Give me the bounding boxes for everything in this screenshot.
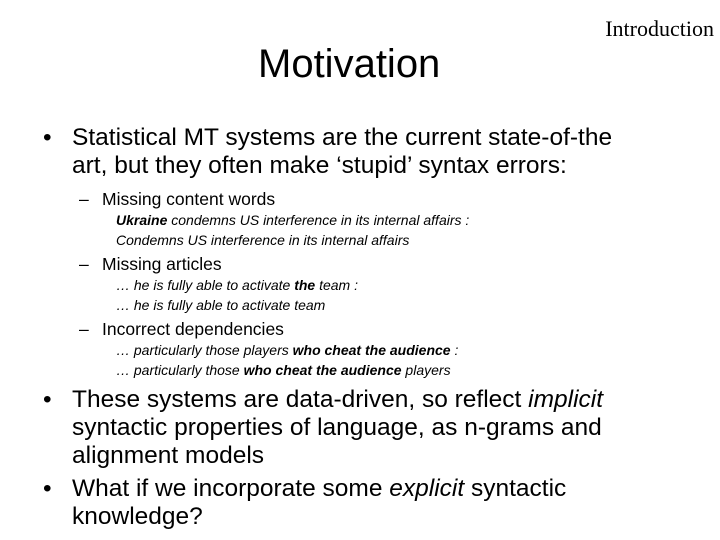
example-text: players: [401, 362, 451, 378]
example-text: team :: [315, 277, 358, 293]
example-text: condemns US interference in its internal affairs :: [167, 212, 470, 228]
bullet-emphasis: implicit: [528, 386, 604, 413]
sub-bullet-label: Missing content words: [102, 189, 276, 209]
sub-bullet-label: Incorrect dependencies: [102, 319, 284, 339]
example-line: [0, 230, 720, 250]
section-label: Introduction: [605, 16, 714, 41]
example-line: [0, 360, 720, 380]
bullet-emphasis: explicit: [389, 475, 465, 502]
bullet-text: These systems are data-driven, so reflect: [72, 386, 529, 413]
bullet-text: syntactic: [464, 475, 567, 502]
bullet-text-line: syntactic properties of language, as n-grams and: [72, 414, 602, 441]
bullet-text-line: knowledge?: [72, 503, 203, 530]
bullet-text-line: art, but they often make ‘stupid’ syntax errors:: [72, 152, 567, 179]
example-bold: who cheat the audience: [243, 362, 402, 378]
slide-title: Motivation: [258, 42, 441, 86]
example-bold: Ukraine: [116, 212, 168, 228]
bullet-marker: •: [43, 386, 52, 413]
example-text: … particularly those players: [116, 342, 293, 358]
sub-bullet-marker: –: [79, 254, 89, 274]
bullet-text: What if we incorporate some: [72, 475, 390, 502]
sub-bullet-label: Missing articles: [102, 254, 222, 274]
bullet-data-driven: [0, 386, 720, 470]
bullet-explicit-knowledge: [0, 475, 720, 531]
example-line: [0, 210, 720, 230]
example-text: Condemns US interference in its internal affairs: [116, 232, 410, 248]
bullet-text-line: Statistical MT systems are the current state-of-the: [72, 124, 613, 151]
bullet-text-line: [72, 475, 700, 503]
sub-bullet-marker: –: [79, 319, 89, 339]
sub-bullet-missing-articles: [0, 253, 720, 275]
bullet-marker: •: [43, 124, 52, 151]
slide-content: [0, 124, 720, 531]
example-text: … he is fully able to activate: [116, 277, 295, 293]
bullet-text-line: [72, 386, 700, 414]
example-bold: the: [294, 277, 316, 293]
bullet-statistical-mt: [0, 124, 720, 180]
bullet-marker: •: [43, 475, 52, 502]
example-bold: who cheat the audience: [292, 342, 451, 358]
sub-bullet-incorrect-dependencies: [0, 318, 720, 340]
sub-bullet-missing-content-words: [0, 188, 720, 210]
example-line: [0, 340, 720, 360]
example-text: … particularly those: [116, 362, 244, 378]
sub-bullet-marker: –: [79, 189, 89, 209]
example-line: [0, 295, 720, 315]
example-text: :: [450, 342, 459, 358]
example-text: … he is fully able to activate team: [116, 297, 326, 313]
bullet-text-line: alignment models: [72, 442, 265, 469]
example-line: [0, 275, 720, 295]
